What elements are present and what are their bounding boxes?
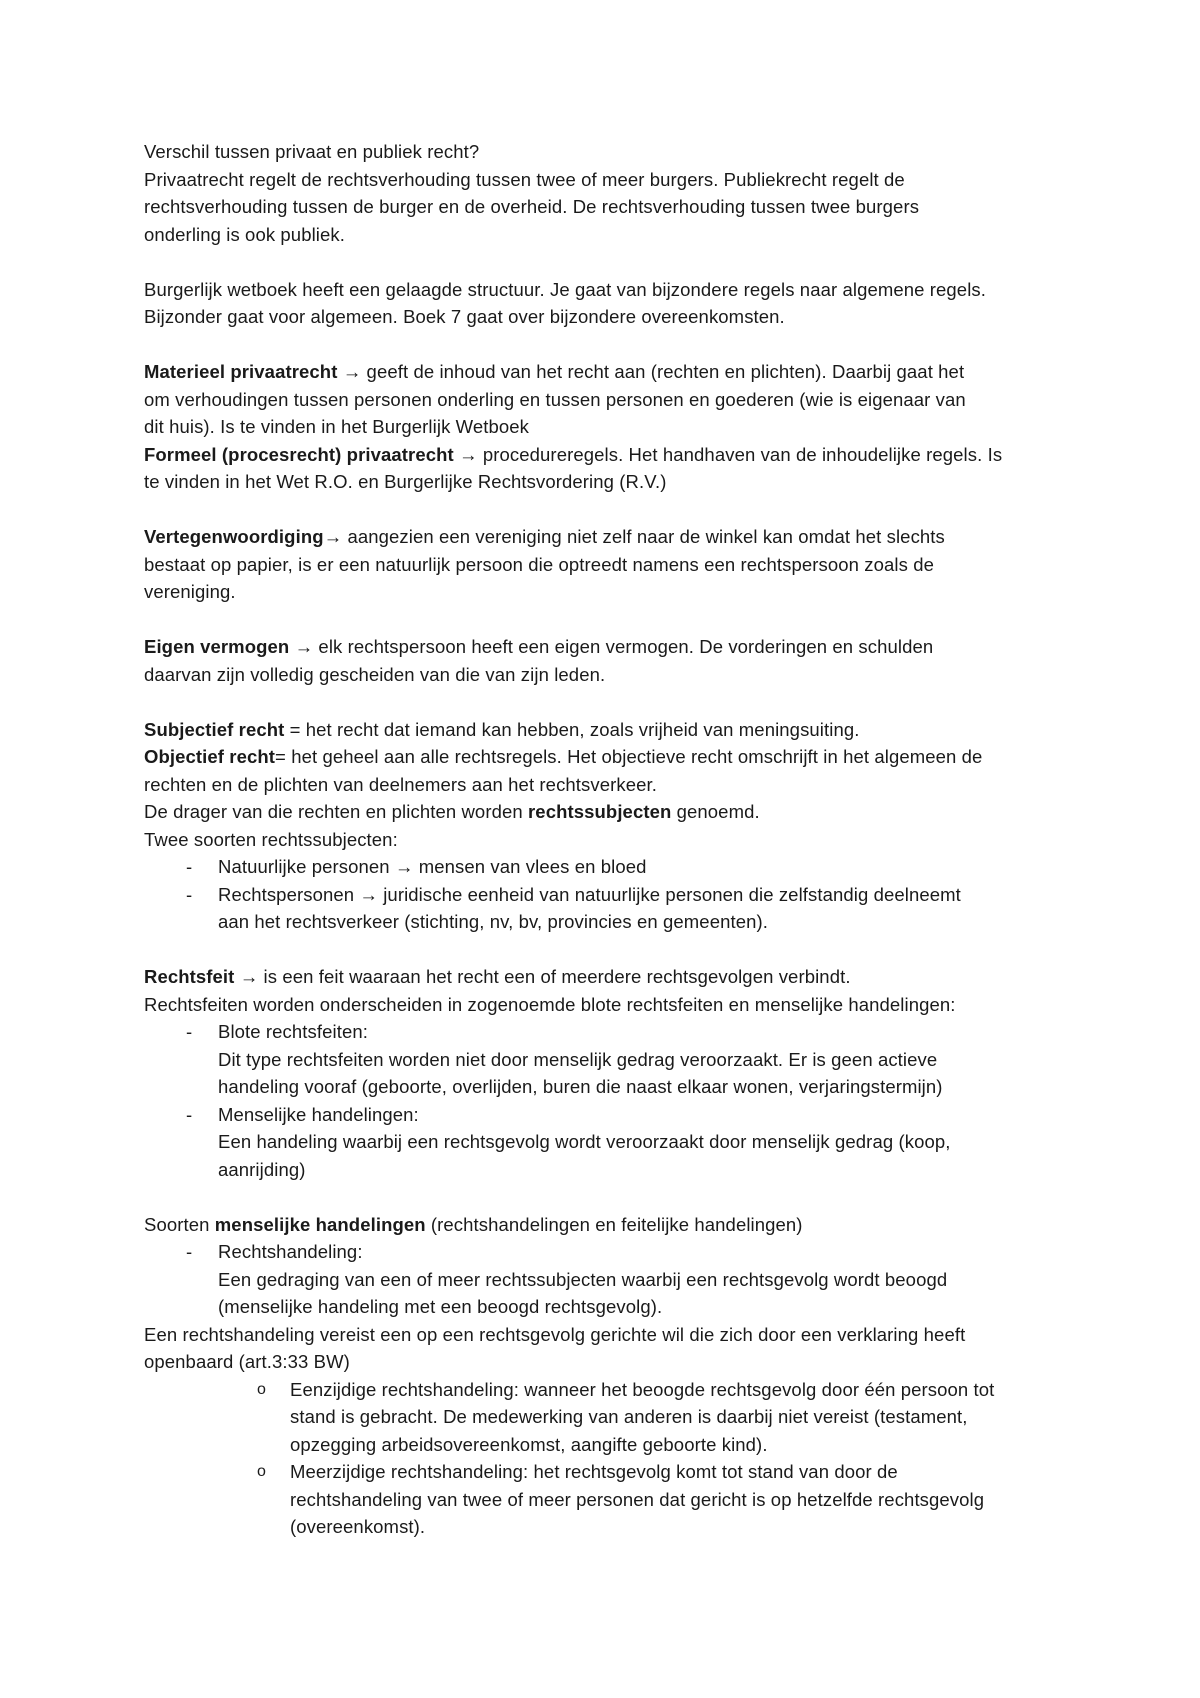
term-subjectief-recht: Subjectief recht <box>144 718 285 740</box>
arrow-icon: → <box>323 526 343 547</box>
section-subjectief-objectief <box>144 716 1070 936</box>
text-fragment: Rechtspersonen <box>218 883 360 905</box>
text-line: o Meerzijdige rechtshandeling: het rechtsgevolg komt tot stand van door de <box>290 1461 898 1482</box>
text-line <box>144 441 1070 469</box>
text-line: (menselijke handeling met een beoogd rechtsgevolg). <box>218 1296 663 1317</box>
list-item-title: - Blote rechtsfeiten: <box>218 1021 368 1042</box>
term-rechtssubjecten: rechtssubjecten <box>528 801 672 822</box>
arrow-icon: → <box>239 966 259 987</box>
paragraph-gap <box>144 606 1070 634</box>
list-item <box>144 853 1070 881</box>
text-fragment: De drager van die rechten en plichten worden <box>144 801 528 822</box>
section-question: Verschil tussen privaat en publiek recht? <box>144 141 480 162</box>
text-line: openbaard (art.3:33 BW) <box>144 1351 350 1372</box>
text-line: opzegging arbeidsovereenkomst, aangifte geboorte kind). <box>290 1433 768 1455</box>
list-item-title: - Menselijke handelingen: <box>218 1103 419 1125</box>
term-eigen-vermogen: Eigen vermogen <box>144 636 290 657</box>
text-fragment: = het recht dat iemand kan hebben, zoals vrijheid van meningsuiting. <box>284 718 860 740</box>
rechtshandeling-types-list <box>144 1376 1070 1541</box>
text-fragment: elk rechtspersoon heeft een eigen vermogen. De vorderingen en schulden <box>313 636 934 657</box>
text-line: Rechtsfeiten worden onderscheiden in zogenoemde blote rechtsfeiten en menselijke handelingen: <box>144 993 956 1015</box>
text-line: rechtsverhouding tussen de burger en de overheid. De rechtsverhouding tussen twee burgers <box>144 196 920 217</box>
text-line <box>144 743 1070 771</box>
text-line <box>144 633 1070 661</box>
text-fragment: genoemd. <box>671 801 760 822</box>
text-fragment: juridische eenheid van natuurlijke personen die zelfstandig deelneemt <box>377 883 961 905</box>
text-line: Burgerlijk wetboek heeft een gelaagde structuur. Je gaat van bijzondere regels naar algemene regels. <box>144 278 986 300</box>
text-fragment: = het geheel aan alle rechtsregels. Het objectieve recht omschrijft in het algemeen de <box>275 746 983 767</box>
term-menselijke-handelingen: menselijke handelingen <box>214 1213 426 1235</box>
text-line: stand is gebracht. De medewerking van anderen is daarbij niet vereist (testament, <box>290 1406 968 1427</box>
handelingen-list <box>144 1238 1070 1321</box>
text-fragment: Soorten <box>144 1213 215 1235</box>
text-line <box>144 798 1070 826</box>
paragraph-gap <box>144 331 1070 359</box>
text-line: dit huis). Is te vinden in het Burgerlijk Wetboek <box>144 416 530 437</box>
term-formeel-privaatrecht: Formeel (procesrecht) privaatrecht <box>144 443 454 465</box>
text-fragment: aangezien een vereniging niet zelf naar de winkel kan omdat het slechts <box>342 526 945 547</box>
text-line: daarvan zijn volledig gescheiden van die van zijn leden. <box>144 663 606 685</box>
text-line <box>144 963 1070 991</box>
section-vertegenwoordiging <box>144 523 1070 606</box>
text-fragment: geeft de inhoud van het recht aan (rechten en plichten). Daarbij gaat het <box>361 361 965 382</box>
text-line: bestaat op papier, is er een natuurlijk persoon die optreedt namens een rechtspersoon zoals de <box>144 553 934 575</box>
text-line: rechtshandeling van twee of meer personen dat gericht is op hetzelfde rechtsgevolg <box>290 1488 985 1510</box>
text-line: om verhoudingen tussen personen onderling en tussen personen en goederen (wie is eigenaar van <box>144 388 966 410</box>
rechtssubjecten-list <box>144 853 1070 936</box>
list-item <box>144 1458 1070 1541</box>
paragraph-gap <box>144 1183 1070 1211</box>
text-line <box>218 881 1070 909</box>
section-privaat-publiek <box>144 138 1070 248</box>
text-fragment: mensen van vlees en bloed <box>413 856 647 877</box>
section-eigen-vermogen <box>144 633 1070 688</box>
text-line: Bijzonder gaat voor algemeen. Boek 7 gaat over bijzondere overeenkomsten. <box>144 306 785 327</box>
text-line: onderling is ook publiek. <box>144 223 345 245</box>
list-item <box>144 1238 1070 1321</box>
text-line <box>144 716 1070 744</box>
arrow-icon: → <box>342 361 362 382</box>
section-rechtsfeit <box>144 963 1070 1183</box>
text-line: Twee soorten rechtssubjecten: <box>144 828 398 850</box>
arrow-icon: → <box>394 856 414 877</box>
list-item-title: - Rechtshandeling: <box>218 1241 363 1262</box>
term-objectief-recht: Objectief recht <box>144 746 276 767</box>
text-line: te vinden in het Wet R.O. en Burgerlijke Rechtsvordering (R.V.) <box>144 471 667 492</box>
list-item <box>144 1101 1070 1184</box>
text-line: (overeenkomst). <box>290 1516 426 1537</box>
text-line <box>144 1211 1070 1239</box>
text-fragment: (rechtshandelingen en feitelijke handelingen) <box>425 1213 803 1235</box>
section-menselijke-handelingen <box>144 1211 1070 1541</box>
paragraph-gap <box>144 688 1070 716</box>
text-fragment: is een feit waaraan het recht een of meerdere rechtsgevolgen verbindt. <box>258 966 851 987</box>
text-line: vereniging. <box>144 581 236 602</box>
text-line: Privaatrecht regelt de rechtsverhouding tussen twee of meer burgers. Publiekrecht regelt de <box>144 168 905 190</box>
arrow-icon: → <box>294 636 314 657</box>
text-line: Een rechtshandeling vereist een op een rechtsgevolg gerichte wil die zich door een verklaring heeft <box>144 1323 966 1345</box>
paragraph-gap <box>144 248 1070 276</box>
list-item <box>144 1018 1070 1101</box>
term-rechtsfeit: Rechtsfeit <box>144 966 235 987</box>
text-line: aanrijding) <box>218 1158 306 1180</box>
term-materieel-privaatrecht: Materieel privaatrecht <box>144 361 338 382</box>
list-item <box>144 1376 1070 1459</box>
paragraph-gap <box>144 936 1070 964</box>
text-line: Een handeling waarbij een rechtsgevolg wordt veroorzaakt door menselijk gedrag (koop, <box>218 1131 951 1152</box>
paragraph-gap <box>144 496 1070 524</box>
text-line <box>218 853 1070 881</box>
section-privaatrecht <box>144 358 1070 496</box>
section-burgerlijk-wetboek <box>144 276 1070 331</box>
text-line: handeling vooraf (geboorte, overlijden, buren die naast elkaar wonen, verjaringstermijn) <box>218 1076 943 1097</box>
text-line: rechten en de plichten van deelnemers aan het rechtsverkeer. <box>144 773 658 795</box>
rechtsfeiten-list <box>144 1018 1070 1183</box>
text-line: Dit type rechtsfeiten worden niet door menselijk gedrag veroorzaakt. Er is geen actieve <box>218 1048 938 1070</box>
text-line <box>144 358 1070 386</box>
arrow-icon: → <box>459 443 478 465</box>
text-line: aan het rechtsverkeer (stichting, nv, bv, provincies en gemeenten). <box>218 911 768 932</box>
arrow-icon: → <box>359 883 378 905</box>
text-fragment: Natuurlijke personen <box>218 856 395 877</box>
list-item <box>144 881 1070 936</box>
term-vertegenwoordiging: Vertegenwoordiging <box>144 526 324 547</box>
text-line <box>144 523 1070 551</box>
text-line: Een gedraging van een of meer rechtssubjecten waarbij een rechtsgevolg wordt beoogd <box>218 1268 948 1290</box>
text-line: o Eenzijdige rechtshandeling: wanneer het beoogde rechtsgevolg door één persoon tot <box>290 1378 995 1400</box>
text-fragment: procedureregels. Het handhaven van de inhoudelijke regels. Is <box>477 443 1003 465</box>
